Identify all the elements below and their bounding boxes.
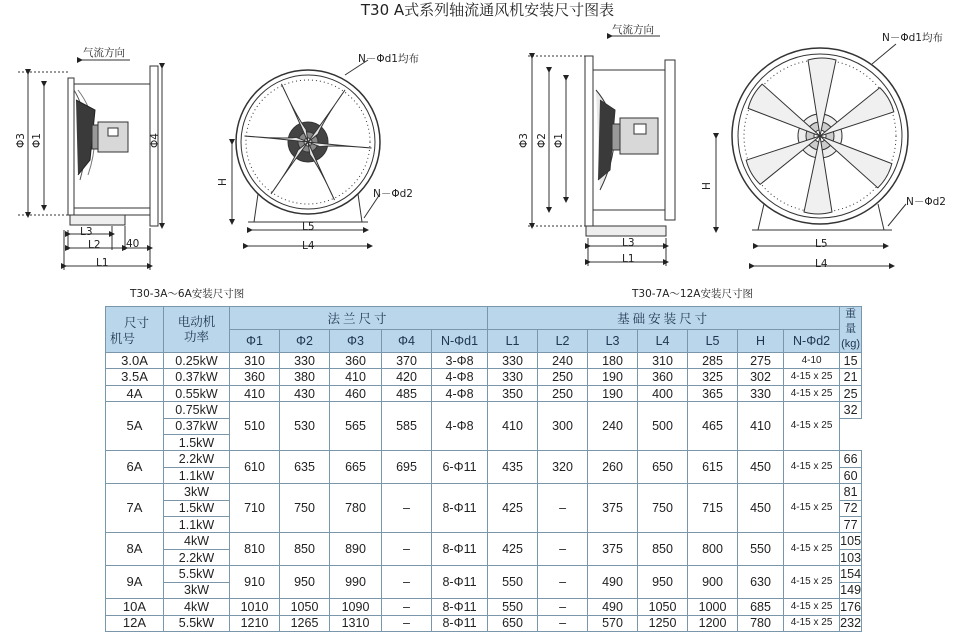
- value-cell: 585: [382, 402, 432, 451]
- value-cell: 850: [638, 533, 688, 566]
- value-cell: 685: [738, 599, 784, 615]
- weight-cell: 72: [840, 500, 862, 516]
- spec-table: [105, 306, 862, 632]
- caption-left: T30-3A～6A安装尺寸图: [130, 288, 245, 300]
- value-cell: –: [538, 599, 588, 615]
- value-cell: 450: [738, 451, 784, 484]
- power-cell: 0.25kW: [164, 353, 230, 369]
- value-cell: 800: [688, 533, 738, 566]
- dim-l1-left: L1: [96, 257, 109, 269]
- dim-l2-left: L2: [88, 239, 101, 251]
- value-cell: 375: [588, 484, 638, 533]
- value-cell: 910: [230, 566, 280, 599]
- value-cell: 360: [638, 369, 688, 385]
- value-cell: 630: [738, 566, 784, 599]
- value-cell: –: [538, 533, 588, 566]
- dim-phi3-right: Φ3: [518, 133, 530, 148]
- value-cell: 510: [230, 402, 280, 451]
- value-cell: –: [382, 566, 432, 599]
- value-cell: 1250: [638, 615, 688, 632]
- value-cell: 330: [488, 353, 538, 369]
- caption-right: T30-7A～12A安装尺寸图: [632, 288, 753, 300]
- table-row: [106, 402, 862, 418]
- power-cell: 1.5kW: [164, 435, 230, 451]
- value-cell: 8-Φ11: [432, 615, 488, 632]
- header-weight: 重量 (kg): [840, 307, 862, 353]
- value-cell: 650: [488, 615, 538, 632]
- airflow-label-left: 气流方向: [83, 47, 125, 59]
- power-cell: 3kW: [164, 582, 230, 598]
- value-cell: 8-Φ11: [432, 533, 488, 566]
- model-cell: 6A: [106, 451, 164, 484]
- value-cell: 430: [280, 385, 330, 401]
- value-cell: 650: [638, 451, 688, 484]
- header-base: 基础安装尺寸: [488, 307, 840, 330]
- header-flange: 法兰尺寸: [230, 307, 488, 330]
- value-cell: 300: [538, 402, 588, 451]
- value-cell: 4-15 x 25: [784, 599, 840, 615]
- power-cell: 0.75kW: [164, 402, 230, 418]
- value-cell: 565: [330, 402, 382, 451]
- value-cell: 330: [738, 385, 784, 401]
- value-cell: 4-15 x 25: [784, 385, 840, 401]
- value-cell: 990: [330, 566, 382, 599]
- value-cell: 850: [280, 533, 330, 566]
- weight-cell: 25: [840, 385, 862, 401]
- power-cell: 1.1kW: [164, 517, 230, 533]
- value-cell: 420: [382, 369, 432, 385]
- value-cell: 410: [738, 402, 784, 451]
- holes-bottom-label-left: N－Φd2: [373, 188, 413, 200]
- value-cell: 1050: [280, 599, 330, 615]
- value-cell: 260: [588, 451, 638, 484]
- header-col: L3: [588, 330, 638, 353]
- weight-cell: 15: [840, 353, 862, 369]
- value-cell: 435: [488, 451, 538, 484]
- power-cell: 5.5kW: [164, 615, 230, 632]
- weight-cell: 21: [840, 369, 862, 385]
- left-front-view: [232, 60, 380, 246]
- dim-h-right: H: [701, 182, 713, 190]
- value-cell: 665: [330, 451, 382, 484]
- value-cell: 715: [688, 484, 738, 533]
- value-cell: 275: [738, 353, 784, 369]
- power-cell: 3kW: [164, 484, 230, 500]
- header-col: Φ1: [230, 330, 280, 353]
- table-row: [106, 451, 862, 467]
- value-cell: 450: [738, 484, 784, 533]
- model-cell: 10A: [106, 599, 164, 615]
- value-cell: 4-15 x 25: [784, 484, 840, 533]
- value-cell: 310: [638, 353, 688, 369]
- value-cell: 635: [280, 451, 330, 484]
- power-cell: 0.55kW: [164, 385, 230, 401]
- value-cell: 330: [280, 353, 330, 369]
- header-col: L5: [688, 330, 738, 353]
- value-cell: 1010: [230, 599, 280, 615]
- value-cell: 465: [688, 402, 738, 451]
- value-cell: 380: [280, 369, 330, 385]
- fan-drawing-small-models: [0, 0, 975, 300]
- dim-phi1-left: Φ1: [31, 133, 43, 148]
- value-cell: 550: [738, 533, 784, 566]
- value-cell: 695: [382, 451, 432, 484]
- value-cell: 365: [688, 385, 738, 401]
- value-cell: 320: [538, 451, 588, 484]
- right-side-view: [528, 36, 675, 266]
- table-row: [106, 615, 862, 632]
- value-cell: 615: [688, 451, 738, 484]
- value-cell: 780: [330, 484, 382, 533]
- dim-phi4-left: Φ4: [149, 133, 161, 148]
- value-cell: 6-Φ11: [432, 451, 488, 484]
- value-cell: –: [382, 615, 432, 632]
- value-cell: 310: [230, 353, 280, 369]
- value-cell: 490: [588, 599, 638, 615]
- value-cell: 900: [688, 566, 738, 599]
- value-cell: 750: [638, 484, 688, 533]
- table-row: [106, 533, 862, 549]
- holes-top-label-right: N－Φd1均布: [882, 32, 943, 44]
- value-cell: 4-15 x 25: [784, 402, 840, 451]
- value-cell: 1310: [330, 615, 382, 632]
- value-cell: 350: [488, 385, 538, 401]
- weight-cell: 232: [840, 616, 862, 631]
- page-title: T30 A式系列轴流通风机安装尺寸图表: [360, 1, 615, 19]
- value-cell: 250: [538, 385, 588, 401]
- value-cell: 370: [382, 353, 432, 369]
- value-cell: 360: [230, 369, 280, 385]
- value-cell: –: [538, 615, 588, 632]
- value-cell: 8-Φ11: [432, 484, 488, 533]
- holes-bottom-label-right: N－Φd2: [906, 196, 946, 208]
- weight-cell: 103: [840, 550, 862, 565]
- dim-phi3-left: Φ3: [15, 133, 27, 148]
- value-cell: 190: [588, 385, 638, 401]
- value-cell: 240: [588, 402, 638, 451]
- value-cell: 1000: [688, 599, 738, 615]
- value-cell: 375: [588, 533, 638, 566]
- value-cell: 4-15 x 25: [784, 615, 840, 632]
- value-cell: 190: [588, 369, 638, 385]
- power-cell: 4kW: [164, 533, 230, 549]
- power-cell: 1.5kW: [164, 500, 230, 516]
- right-front-view: [716, 44, 908, 266]
- value-cell: 4-15 x 25: [784, 369, 840, 385]
- header-col: N-Φd2: [784, 330, 840, 353]
- value-cell: 500: [638, 402, 688, 451]
- table-row: [106, 484, 862, 500]
- value-cell: –: [382, 533, 432, 566]
- table-row: [106, 599, 862, 615]
- header-col: Φ2: [280, 330, 330, 353]
- weight-cell: 154: [840, 566, 862, 581]
- dim-l5-right: L5: [815, 238, 828, 250]
- value-cell: 410: [488, 402, 538, 451]
- dim-phi1-right: Φ1: [553, 133, 565, 148]
- value-cell: 610: [230, 451, 280, 484]
- value-cell: 1200: [688, 615, 738, 632]
- model-cell: 7A: [106, 484, 164, 533]
- header-col: L4: [638, 330, 688, 353]
- value-cell: 285: [688, 353, 738, 369]
- power-cell: 4kW: [164, 599, 230, 615]
- value-cell: 302: [738, 369, 784, 385]
- weight-cell: 60: [840, 467, 862, 483]
- value-cell: 4-15 x 25: [784, 566, 840, 599]
- value-cell: 4-15 x 25: [784, 533, 840, 566]
- value-cell: –: [382, 599, 432, 615]
- value-cell: 1090: [330, 599, 382, 615]
- header-col: N-Φd1: [432, 330, 488, 353]
- value-cell: 530: [280, 402, 330, 451]
- table-row: [106, 353, 862, 369]
- dim-l3-right: L3: [622, 237, 635, 249]
- value-cell: 950: [280, 566, 330, 599]
- power-cell: 0.37kW: [164, 418, 230, 434]
- power-cell: 2.2kW: [164, 549, 230, 565]
- value-cell: –: [538, 484, 588, 533]
- value-cell: 4-Φ8: [432, 385, 488, 401]
- weight-cell: 77: [840, 517, 862, 533]
- value-cell: 4-Φ8: [432, 402, 488, 451]
- value-cell: 550: [488, 599, 538, 615]
- value-cell: 1050: [638, 599, 688, 615]
- value-cell: 410: [230, 385, 280, 401]
- table-row: [106, 385, 862, 401]
- model-cell: 3.5A: [106, 369, 164, 385]
- model-cell: 9A: [106, 566, 164, 599]
- power-cell: 0.37kW: [164, 369, 230, 385]
- model-cell: 8A: [106, 533, 164, 566]
- value-cell: 1210: [230, 615, 280, 632]
- model-cell: 4A: [106, 385, 164, 401]
- value-cell: 750: [280, 484, 330, 533]
- value-cell: 485: [382, 385, 432, 401]
- value-cell: 8-Φ11: [432, 599, 488, 615]
- weight-cell: 32: [840, 402, 862, 418]
- header-col: L2: [538, 330, 588, 353]
- power-cell: 5.5kW: [164, 566, 230, 582]
- dim-phi2-right: Φ2: [536, 133, 548, 148]
- value-cell: 950: [638, 566, 688, 599]
- model-cell: 5A: [106, 402, 164, 451]
- value-cell: 780: [738, 615, 784, 632]
- value-cell: –: [538, 566, 588, 599]
- header-col: Φ4: [382, 330, 432, 353]
- header-col: Φ3: [330, 330, 382, 353]
- value-cell: 360: [330, 353, 382, 369]
- value-cell: 460: [330, 385, 382, 401]
- weight-cell: 105: [840, 534, 862, 549]
- dim-h-left: H: [217, 178, 229, 186]
- dim-l5-left: L5: [302, 221, 315, 233]
- value-cell: 550: [488, 566, 538, 599]
- value-cell: 180: [588, 353, 638, 369]
- weight-cell: 81: [840, 484, 862, 500]
- value-cell: 570: [588, 615, 638, 632]
- value-cell: 810: [230, 533, 280, 566]
- value-cell: 4-Φ8: [432, 369, 488, 385]
- table-row: [106, 369, 862, 385]
- value-cell: 4-15 x 25: [784, 451, 840, 484]
- table-row: [106, 566, 862, 582]
- value-cell: 425: [488, 533, 538, 566]
- header-col: L1: [488, 330, 538, 353]
- power-cell: 2.2kW: [164, 451, 230, 467]
- power-cell: 1.1kW: [164, 467, 230, 483]
- value-cell: 4-10: [784, 353, 840, 369]
- value-cell: 425: [488, 484, 538, 533]
- value-cell: 250: [538, 369, 588, 385]
- model-cell: 3.0A: [106, 353, 164, 369]
- value-cell: 330: [488, 369, 538, 385]
- dim-l1-right: L1: [622, 253, 635, 265]
- value-cell: 8-Φ11: [432, 566, 488, 599]
- value-cell: –: [382, 484, 432, 533]
- dim-l4-right: L4: [815, 258, 828, 270]
- weight-cell: 176: [840, 599, 862, 614]
- value-cell: 240: [538, 353, 588, 369]
- value-cell: 1265: [280, 615, 330, 632]
- dim-40-left: 40: [126, 238, 140, 250]
- model-cell: 12A: [106, 615, 164, 632]
- header-motor-power: 电动机 功率: [164, 307, 230, 353]
- dim-l4-left: L4: [302, 240, 315, 252]
- value-cell: 890: [330, 533, 382, 566]
- header-col: H: [738, 330, 784, 353]
- holes-top-label-left: N－Φd1均布: [358, 53, 419, 65]
- weight-cell: 66: [840, 451, 862, 467]
- dim-l3-left: L3: [80, 226, 93, 238]
- value-cell: 490: [588, 566, 638, 599]
- value-cell: 325: [688, 369, 738, 385]
- header-size-model: 尺寸 机号: [106, 307, 164, 353]
- value-cell: 710: [230, 484, 280, 533]
- value-cell: 3-Φ8: [432, 353, 488, 369]
- weight-cell: 149: [840, 583, 862, 598]
- value-cell: 400: [638, 385, 688, 401]
- value-cell: 410: [330, 369, 382, 385]
- airflow-label-right: 气流方向: [612, 24, 654, 36]
